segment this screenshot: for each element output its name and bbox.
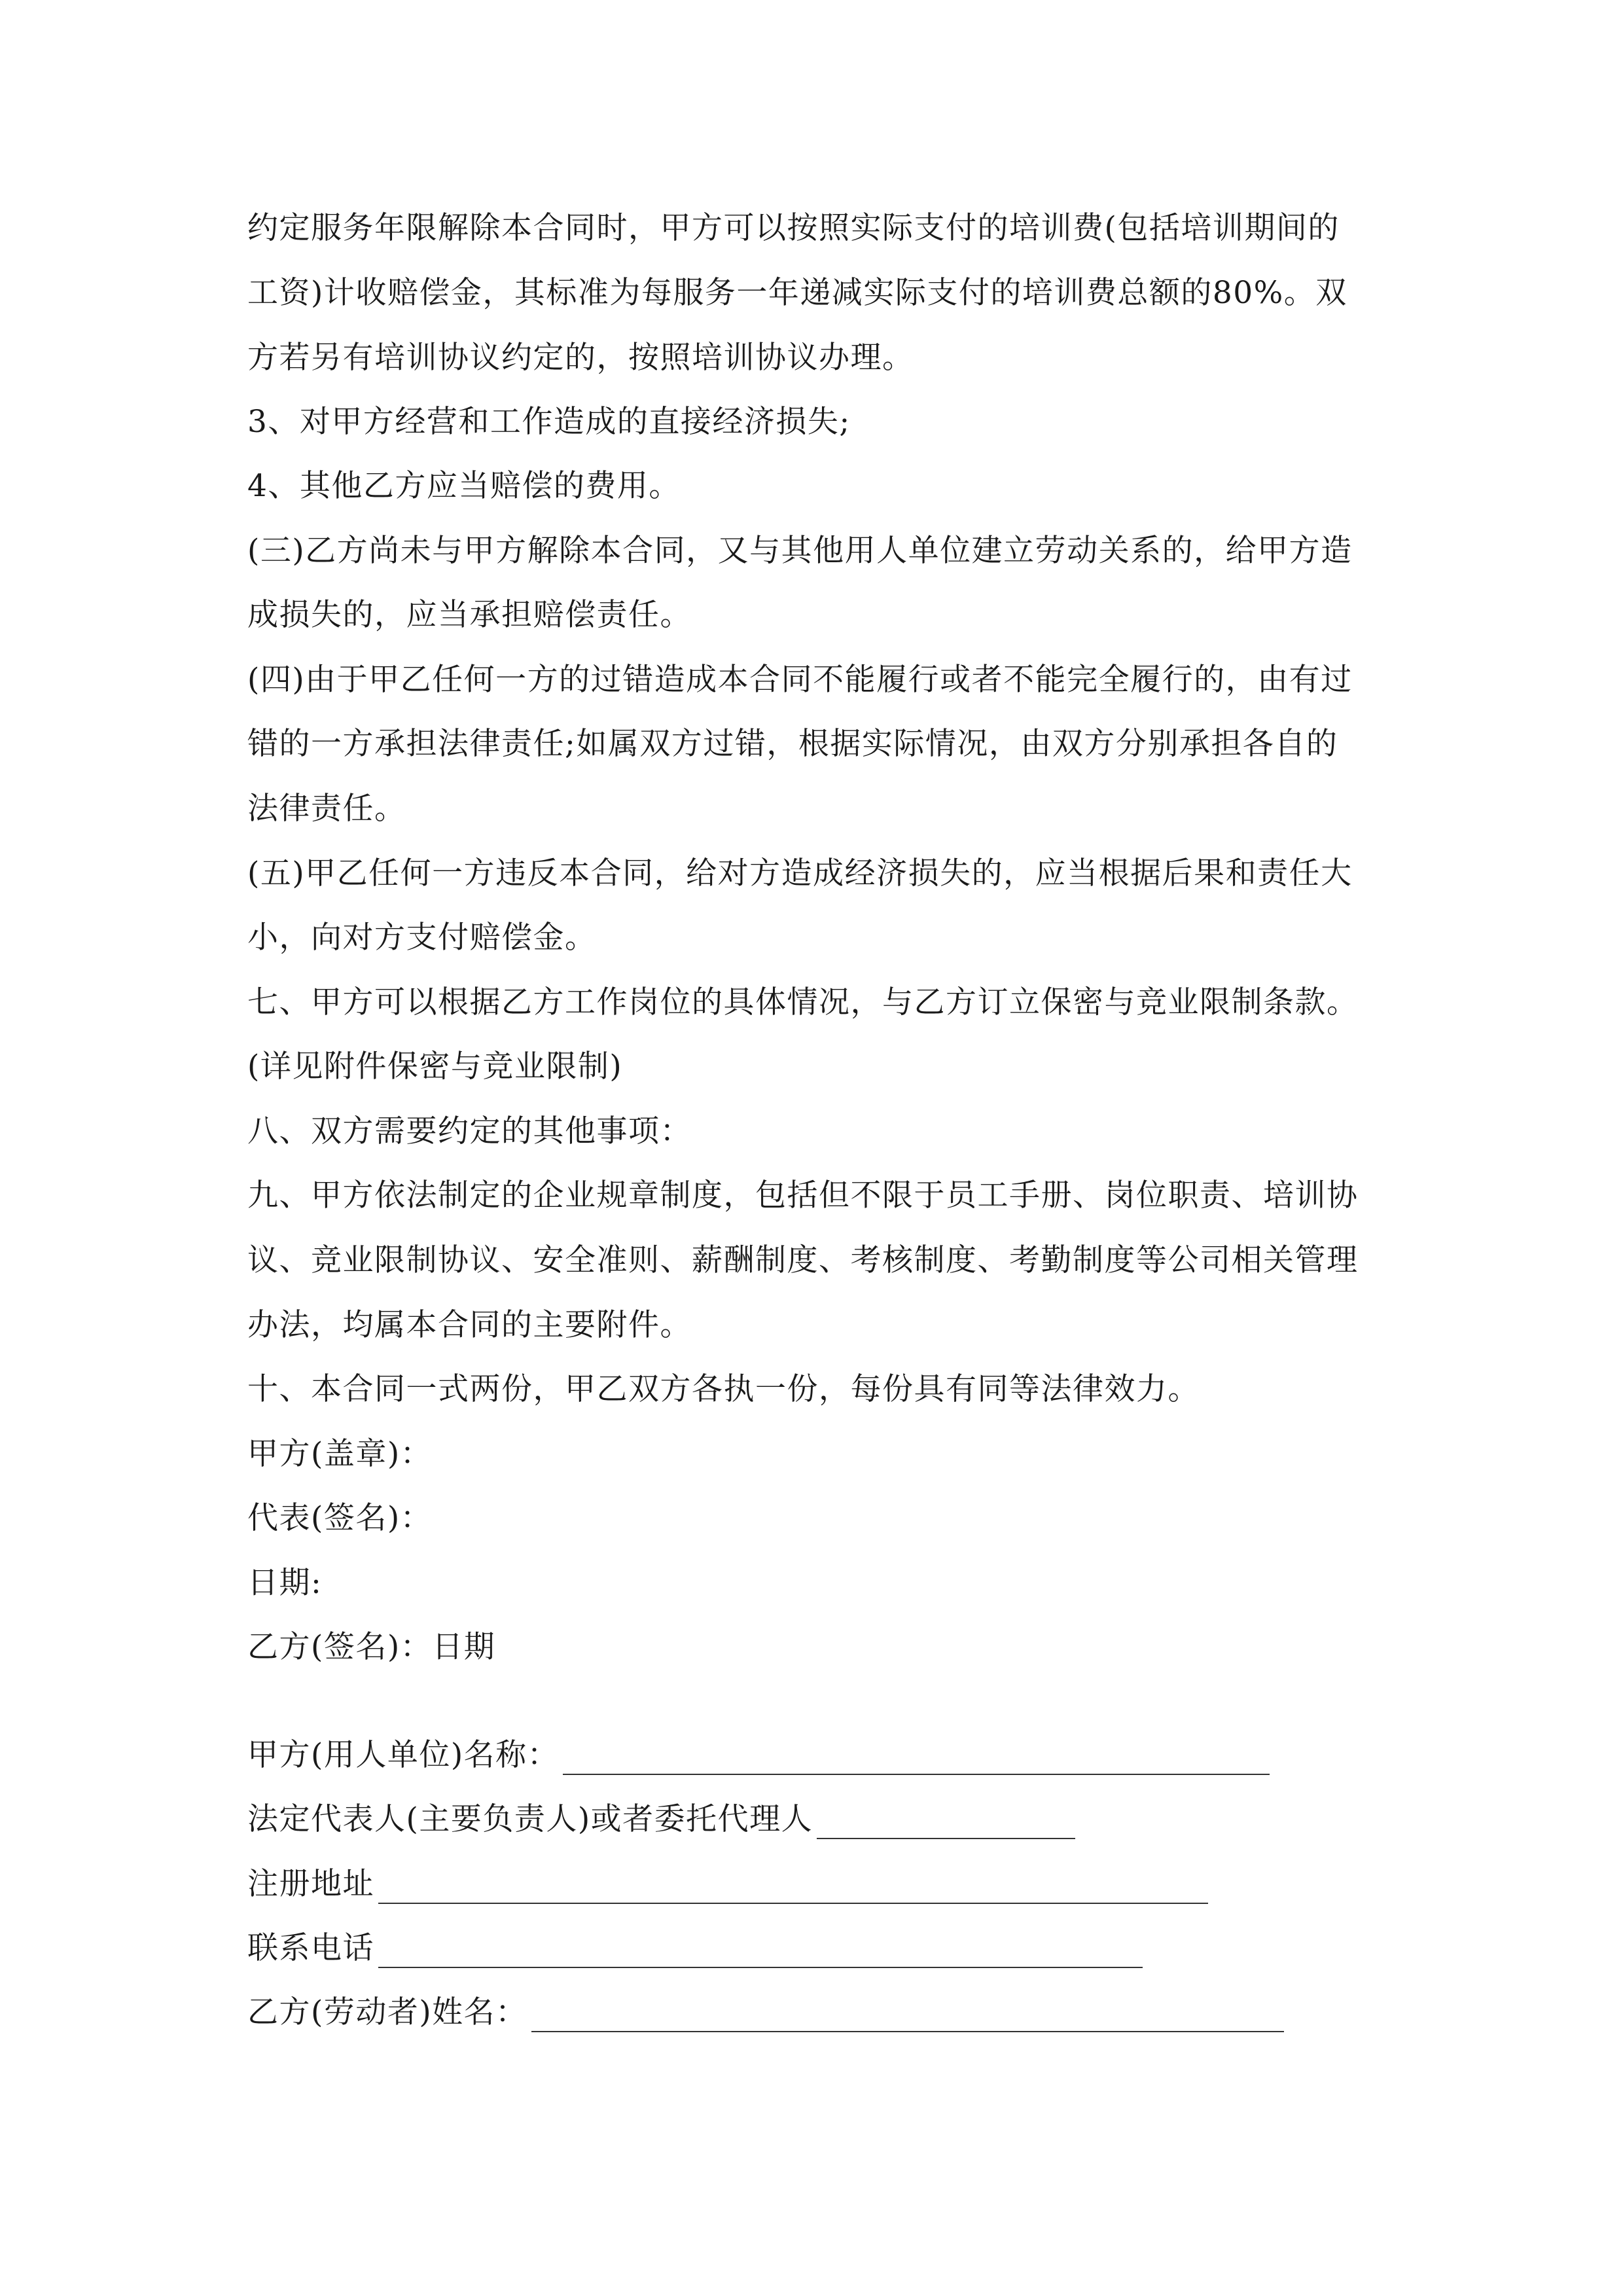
paragraph-line: 错的一方承担法律责任;如属双方过错，根据实际情况，由双方分别承担各自的 <box>247 726 1338 762</box>
legal-rep-field <box>247 1800 1075 1839</box>
employee-name-field <box>247 1993 1284 2032</box>
paragraph-line: (四)由于甲乙任何一方的过错造成本合同不能履行或者不能完全履行的，由有过 <box>247 662 1353 698</box>
paragraph-line: 工资)计收赔偿金，其标准为每服务一年递减实际支付的培训费总额的80%。双 <box>247 275 1347 311</box>
party-a-seal-label: 甲方(盖章)： <box>247 1436 433 1472</box>
employer-name-field <box>247 1736 1270 1775</box>
legal-rep-blank[interactable] <box>817 1808 1075 1839</box>
paragraph-line: 九、甲方依法制定的企业规章制度，包括但不限于员工手册、岗位职责、培训协 <box>247 1177 1359 1213</box>
paragraph-line: 七、甲方可以根据乙方工作岗位的具体情况，与乙方订立保密与竞业限制条款。 <box>247 984 1359 1020</box>
employer-name-label: 甲方(用人单位)名称： <box>247 1737 560 1773</box>
paragraph-line: 方若另有培训协议约定的，按照培训协议办理。 <box>247 340 914 376</box>
employee-name-label: 乙方(劳动者)姓名： <box>247 1994 527 2030</box>
address-label: 注册地址 <box>247 1866 374 1902</box>
paragraph-line: (五)甲乙任何一方违反本合同，给对方造成经济损失的，应当根据后果和责任大 <box>247 855 1353 891</box>
paragraph-line: 议、竞业限制协议、安全准则、薪酬制度、考核制度、考勤制度等公司相关管理 <box>247 1242 1359 1278</box>
phone-field <box>247 1929 1143 1968</box>
paragraph-line: 小，向对方支付赔偿金。 <box>247 920 597 956</box>
paragraph-line: (三)乙方尚未与甲方解除本合同，又与其他用人单位建立劳动关系的，给甲方造 <box>247 533 1353 569</box>
address-blank[interactable] <box>378 1873 1208 1904</box>
paragraph-line: (详见附件保密与竞业限制) <box>247 1049 623 1085</box>
paragraph-line: 3、对甲方经营和工作造成的直接经济损失; <box>247 404 851 440</box>
employer-name-blank[interactable] <box>563 1744 1270 1775</box>
paragraph-line: 法律责任。 <box>247 791 406 827</box>
date-label: 日期: <box>247 1565 323 1601</box>
legal-rep-label: 法定代表人(主要负责人)或者委托代理人 <box>247 1801 813 1837</box>
phone-blank[interactable] <box>378 1937 1143 1968</box>
phone-label: 联系电话 <box>247 1930 374 1966</box>
employee-name-blank[interactable] <box>531 2001 1284 2032</box>
paragraph-line: 4、其他乙方应当赔偿的费用。 <box>247 468 681 504</box>
paragraph-line: 十、本合同一式两份，甲乙双方各执一份，每份具有同等法律效力。 <box>247 1371 1200 1407</box>
paragraph-line: 八、双方需要约定的其他事项： <box>247 1113 692 1149</box>
party-b-signature-label: 乙方(签名)：日期 <box>247 1629 496 1665</box>
representative-signature-label: 代表(签名)： <box>247 1500 433 1536</box>
address-field <box>247 1865 1208 1904</box>
paragraph-line: 成损失的，应当承担赔偿责任。 <box>247 597 692 633</box>
paragraph-line: 约定服务年限解除本合同时，甲方可以按照实际支付的培训费(包括培训期间的 <box>247 210 1340 246</box>
paragraph-line: 办法，均属本合同的主要附件。 <box>247 1307 692 1343</box>
